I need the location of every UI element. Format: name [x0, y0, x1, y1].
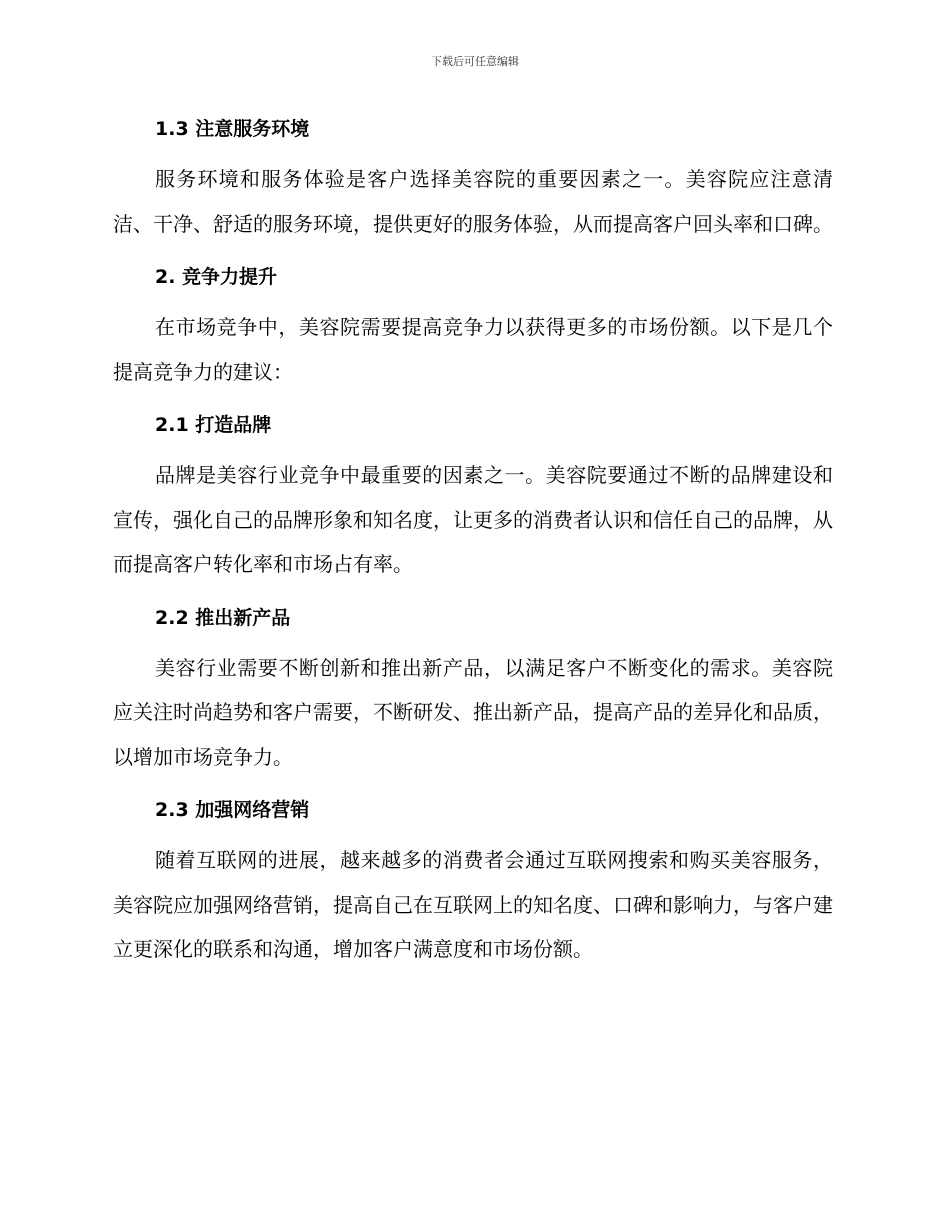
section-heading: 2.3 加强网络营销 [155, 799, 310, 821]
section-paragraph: 随着互联网的进展，越来越多的消费者会通过互联网搜索和购买美容服务，美容院应加强网络营销，提高自己在互联网上的知名度、口碑和影响力，与客户建立更深化的联系和沟通，增加客户满意度和市场份额。 [113, 848, 833, 961]
section-2-1 [113, 406, 833, 587]
section-2-2 [113, 599, 833, 780]
section-paragraph: 品牌是美容行业竞争中最重要的因素之一。美容院要通过不断的品牌建设和宣传，强化自己的品牌形象和知名度，让更多的消费者认识和信任自己的品牌，从而提高客户转化率和市场占有率。 [113, 463, 833, 576]
section-heading: 2. 竞争力提升 [155, 266, 278, 288]
section-heading: 2.1 打造品牌 [155, 414, 272, 436]
section-1-3 [113, 110, 833, 246]
section-paragraph: 美容行业需要不断创新和推出新产品，以满足客户不断变化的需求。美容院应关注时尚趋势和客户需要，不断研发、推出新产品，提高产品的差异化和品质，以增加市场竞争力。 [113, 655, 833, 769]
section-2-3 [113, 791, 833, 972]
document-body [113, 110, 833, 984]
section-2 [113, 258, 833, 394]
section-heading: 1.3 注意服务环境 [155, 118, 310, 140]
section-paragraph: 服务环境和服务体验是客户选择美容院的重要因素之一。美容院应注意清洁、干净、舒适的服务环境，提供更好的服务体验，从而提高客户回头率和口碑。 [113, 167, 833, 236]
section-heading: 2.2 推出新产品 [155, 606, 291, 629]
page-header: 下载后可任意编辑 [431, 55, 519, 68]
section-paragraph: 在市场竞争中，美容院需要提高竞争力以获得更多的市场份额。以下是几个提高竞争力的建议： [113, 315, 833, 384]
